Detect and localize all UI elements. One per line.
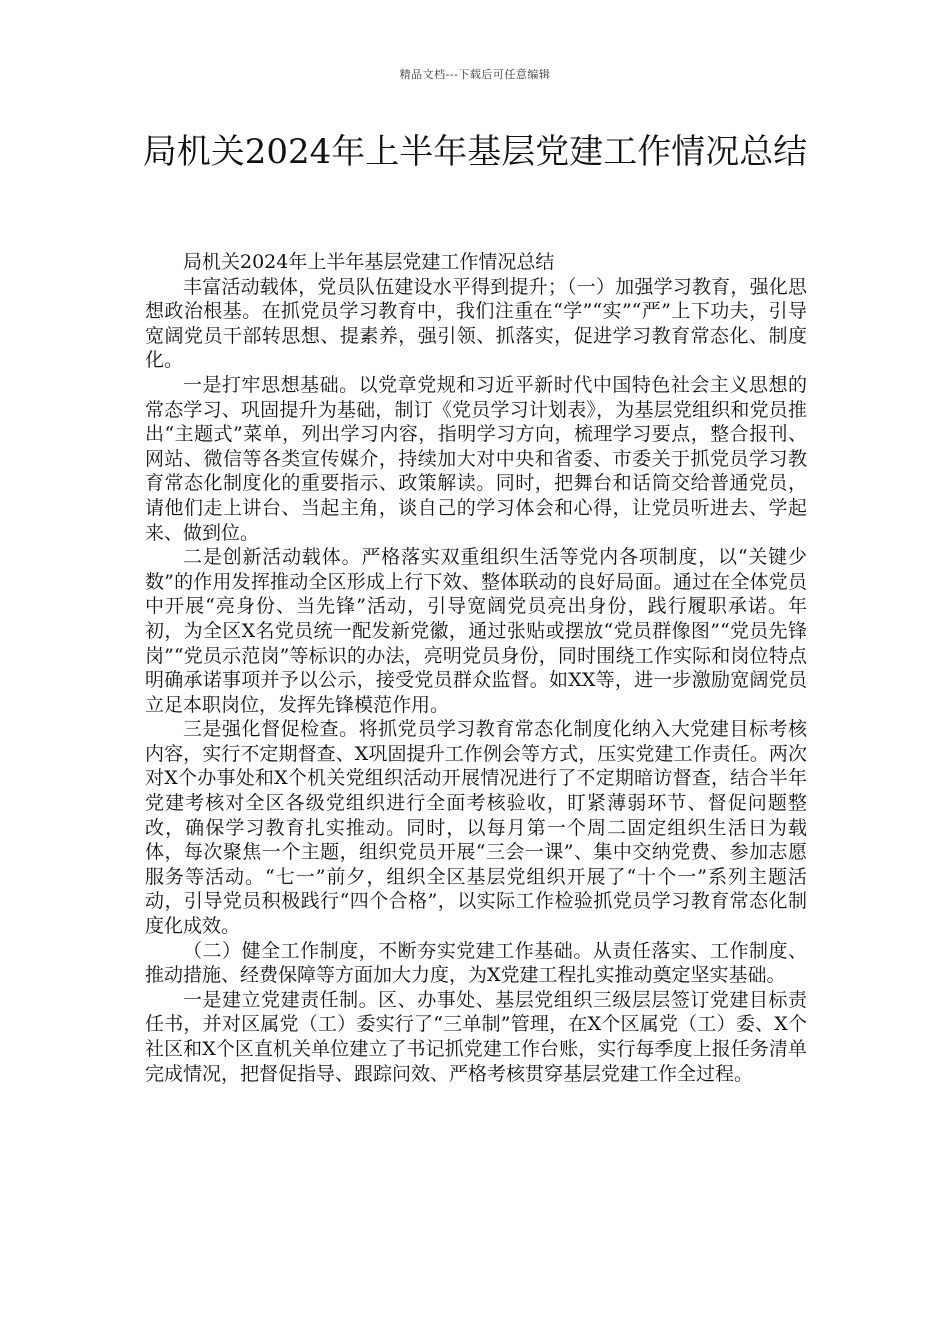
document-title: 局机关2024年上半年基层党建工作情况总结 (142, 132, 808, 172)
paragraph: 一是打牢思想基础。以党章党规和习近平新时代中国特色社会主义思想的常态学习、巩固提升为基础，制订《党员学习计划表》，为基层党组织和党员推出“主题式”菜单，列出学习内容，指明学习方向，梳理学习要点，整合报刊、网站、微信等各类宣传媒介，持续加大对中央和省委、市委关于抓党员学习教育常态化制度化的重要指示、政策解读。同时，把舞台和话筒交给普通党员，请他们走上讲台、当起主角，谈自己的学习体会和心得，让党员听进去、学起来、做到位。 (145, 373, 807, 544)
paragraph: 丰富活动载体，党员队伍建设水平得到提升；（一）加强学习教育，强化思想政治根基。在抓党员学习教育中，我们注重在“学”“实”“严”上下功夫，引导宽阔党员干部转思想、提素养，强引领、抓落实，促进学习教育常态化、制度化。 (145, 275, 807, 372)
paragraph-subtitle: 局机关2024年上半年基层党建工作情况总结 (183, 251, 555, 273)
paragraph: （二）健全工作制度，不断夯实党建工作基础。从责任落实、工作制度、推动措施、经费保障等方面加大力度，为X党建工程扎实推动奠定坚实基础。 (145, 939, 807, 987)
paragraph: 三是强化督促检查。将抓党员学习教育常态化制度化纳入大党建目标考核内容，实行不定期督查、X巩固提升工作例会等方式，压实党建工作责任。两次对X个办事处和X个机关党组织活动开展情况进行了不定期暗访督查，结合半年党建考核对全区各级党组织进行全面考核验收，盯紧薄弱环节、督促问题整改，确保学习教育扎实推动。同时，以每月第一个周二固定组织生活日为载体，每次聚焦一个主题，组织党员开展“三会一课”、集中交纳党费、参加志愿服务等活动。“七一”前夕，组织全区基层党组织开展了“十个一”系列主题活动，引导党员积极践行“四个合格”，以实际工作检验抓党员学习教育常态化制度化成效。 (145, 718, 807, 938)
document-body (145, 250, 807, 1086)
paragraph: 一是建立党建责任制。区、办事处、基层党组织三级层层签订党建目标责任书，并对区属党（工）委实行了“三单制”管理，在X个区属党（工）委、X个社区和X个区直机关单位建立了书记抓党建工作台账，实行每季度上报任务清单完成情况，把督促指导、跟踪问效、严格考核贯穿基层党建工作全过程。 (145, 988, 807, 1085)
paragraph: 二是创新活动载体。严格落实双重组织生活等党内各项制度，以“关键少数”的作用发挥推动全区形成上行下效、整体联动的良好局面。通过在全体党员中开展“亮身份、当先锋”活动，引导宽阔党员亮出身份，践行履职承诺。年初，为全区X名党员统一配发新党徽，通过张贴或摆放“党员群像图”“党员先锋岗”“党员示范岗”等标识的办法，亮明党员身份，同时围绕工作实际和岗位特点明确承诺事项并予以公示，接受党员群众监督。如XX等，进一步激励宽阔党员立足本职岗位，发挥先锋模范作用。 (145, 546, 807, 716)
header-note: 精品文档---下载后可任意编辑 (399, 68, 551, 81)
